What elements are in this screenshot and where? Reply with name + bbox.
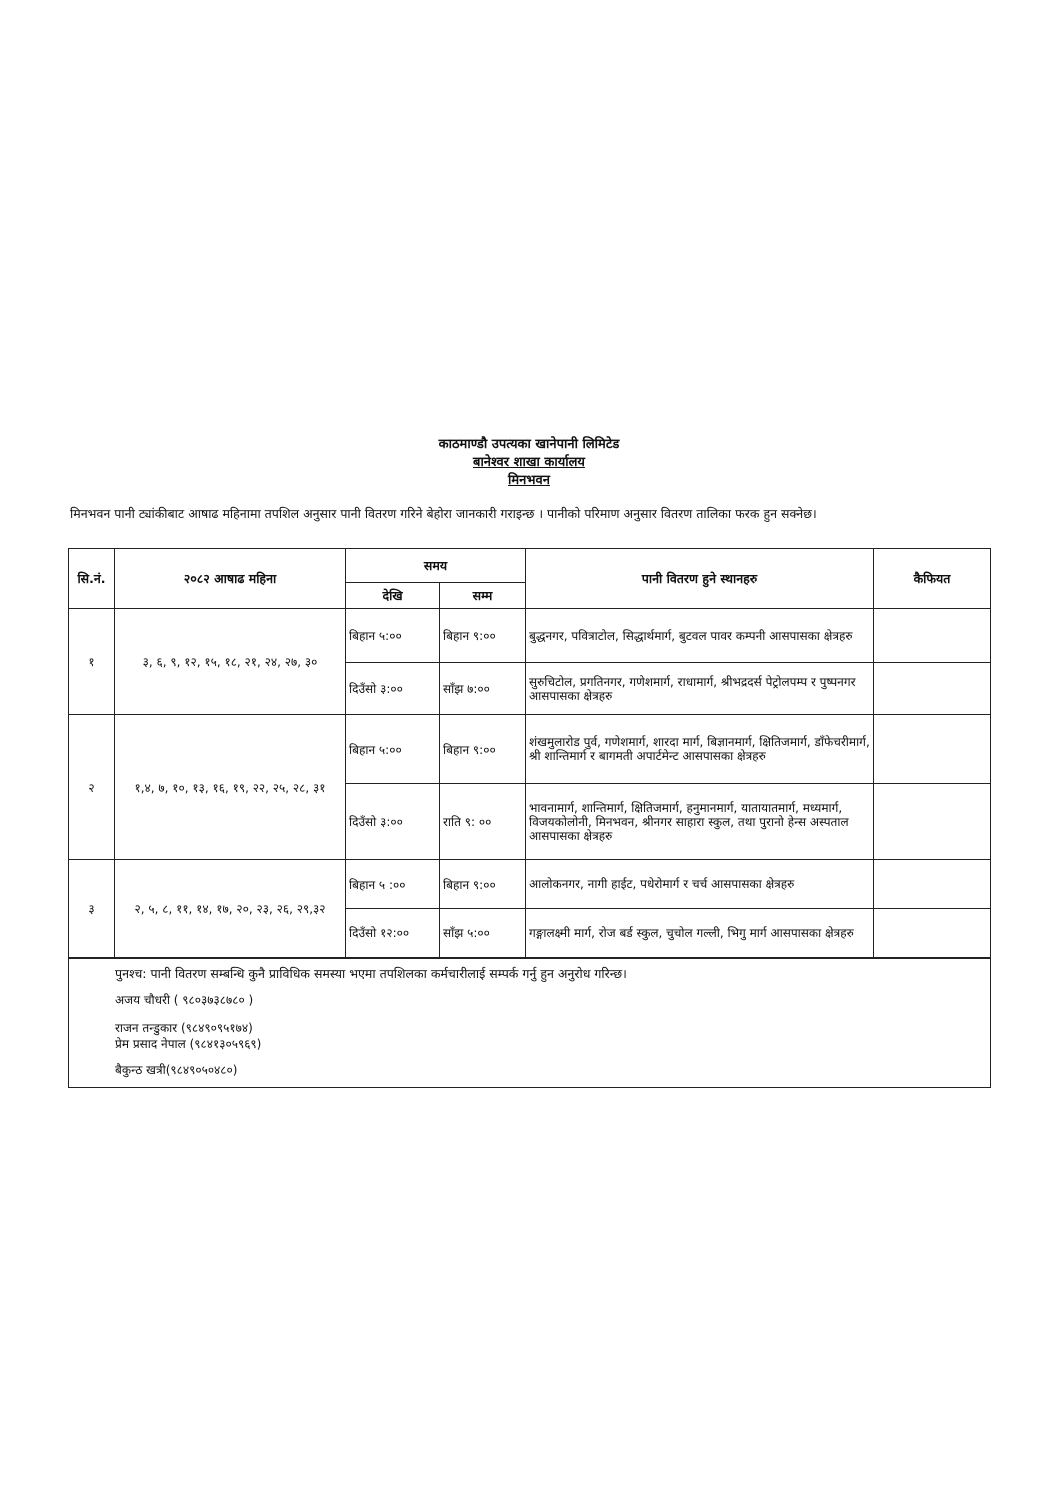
slot-places: आलोकनगर, नागी हाईट, पधेरोमार्ग र चर्च आसपासका क्षेत्रहरु	[526, 860, 874, 909]
slot-remarks	[874, 860, 991, 909]
header-remarks: कैफियत	[874, 549, 991, 609]
contact-item: बैकुन्ठ खत्री(९८४९०५०४८०)	[115, 1062, 238, 1077]
table-row	[69, 715, 991, 784]
slot-remarks	[874, 784, 991, 860]
header-month: २०८२ आषाढ महिना	[115, 549, 346, 609]
row-sn: २	[69, 715, 115, 860]
slot-from: बिहान ५:००	[346, 715, 440, 784]
slot-remarks	[874, 715, 991, 784]
org-name: काठमाण्डौ उपत्यका खानेपानी लिमिटेड	[438, 437, 620, 452]
contact-item: प्रेम प्रसाद नेपाल (९८४१३०५९६९)	[115, 1036, 262, 1051]
row-dates: ३, ६, ९, १२, १५, १८, २१, २४, २७, ३०	[115, 609, 346, 715]
slot-to: साँझ ७:००	[440, 663, 526, 715]
branch-name: बानेश्वर शाखा कार्यालय	[473, 455, 585, 470]
row-dates: २, ५, ८, ११, १४, १७, २०, २३, २६, २९,३२	[115, 860, 346, 958]
table-row	[69, 860, 991, 909]
slot-places: सुरुचिटोल, प्रगतिनगर, गणेशमार्ग, राधामार्ग, श्रीभद्रदर्स पेट्रोलपम्प र पुष्पनगर आसपासका क्षेत्रहरु	[526, 663, 874, 715]
header-sn: सि.नं.	[69, 549, 115, 609]
slot-places: गङ्गालक्ष्मी मार्ग, रोज बर्ड स्कुल, चुचोल गल्ली, भिगु मार्ग आसपासका क्षेत्रहरु	[526, 909, 874, 958]
slot-places: शंखमुलारोड पुर्व, गणेशमार्ग, शारदा मार्ग, बिज्ञानमार्ग, क्षितिजमार्ग, डाँफेचरीमार्ग, श्री शान्तिमार्ग र बागमती अपार्टमेन्ट आसपासका क्षेत्रहरु	[526, 715, 874, 784]
slot-places: बुद्धनगर, पवित्राटोल, सिद्धार्थमार्ग, बुटवल पावर कम्पनी आसपासका क्षेत्रहरु	[526, 609, 874, 663]
slot-from: दिउँसो ३:००	[346, 663, 440, 715]
slot-to: बिहान ९:००	[440, 609, 526, 663]
row-sn: ३	[69, 860, 115, 958]
slot-remarks	[874, 609, 991, 663]
slot-from: बिहान ५ :००	[346, 860, 440, 909]
header-places: पानी वितरण हुने स्थानहरु	[526, 549, 874, 609]
row-sn: १	[69, 609, 115, 715]
slot-to: साँझ ५:००	[440, 909, 526, 958]
slot-remarks	[874, 909, 991, 958]
contact-item: अजय चौधरी ( ९८०३७३८७८० )	[115, 992, 254, 1007]
slot-places: भावनामार्ग, शान्तिमार्ग, क्षितिजमार्ग, हनुमानमार्ग, यातायातमार्ग, मध्यमार्ग, विजयकोलोनी, मिनभवन, श्रीनगर साहारा स्कुल, तथा पुरानो हेन्स अस्पताल आसपासका क्षेत्रहरु	[526, 784, 874, 860]
footer-note: पुनश्च: पानी वितरण सम्बन्धि कुनै प्राविधिक समस्या भएमा तपशिलका कर्मचारीलाई सम्पर्क गर्नु हुन अनुरोध गरिन्छ।	[115, 965, 627, 981]
document-header	[0, 436, 1058, 490]
slot-from: दिउँसो ३:००	[346, 784, 440, 860]
header-from: देखि	[346, 583, 440, 609]
contact-item: राजन तन्डुकार (९८४९०९५१७४)	[115, 1020, 253, 1035]
distribution-table	[68, 548, 991, 1088]
slot-to: बिहान ९:००	[440, 715, 526, 784]
slot-remarks	[874, 663, 991, 715]
table-row	[69, 609, 991, 663]
slot-to: राति ९: ००	[440, 784, 526, 860]
location-name: मिनभवन	[508, 473, 550, 488]
footer-note-cell	[69, 958, 991, 1088]
header-to: सम्म	[440, 583, 526, 609]
slot-to: बिहान ९:००	[440, 860, 526, 909]
intro-paragraph: मिनभवन पानी ट्यांकीबाट आषाढ महिनामा तपशिल अनुसार पानी वितरण गरिने बेहोरा जानकारी गराइन्छ । पानीको परिमाण अनुसार वितरण तालिका फरक हुन सक्नेछ।	[70, 506, 817, 521]
row-dates: १,४, ७, १०, १३, १६, १९, २२, २५, २८, ३१	[115, 715, 346, 860]
slot-from: दिउँसो १२:००	[346, 909, 440, 958]
header-time: समय	[346, 549, 526, 583]
slot-from: बिहान ५:००	[346, 609, 440, 663]
